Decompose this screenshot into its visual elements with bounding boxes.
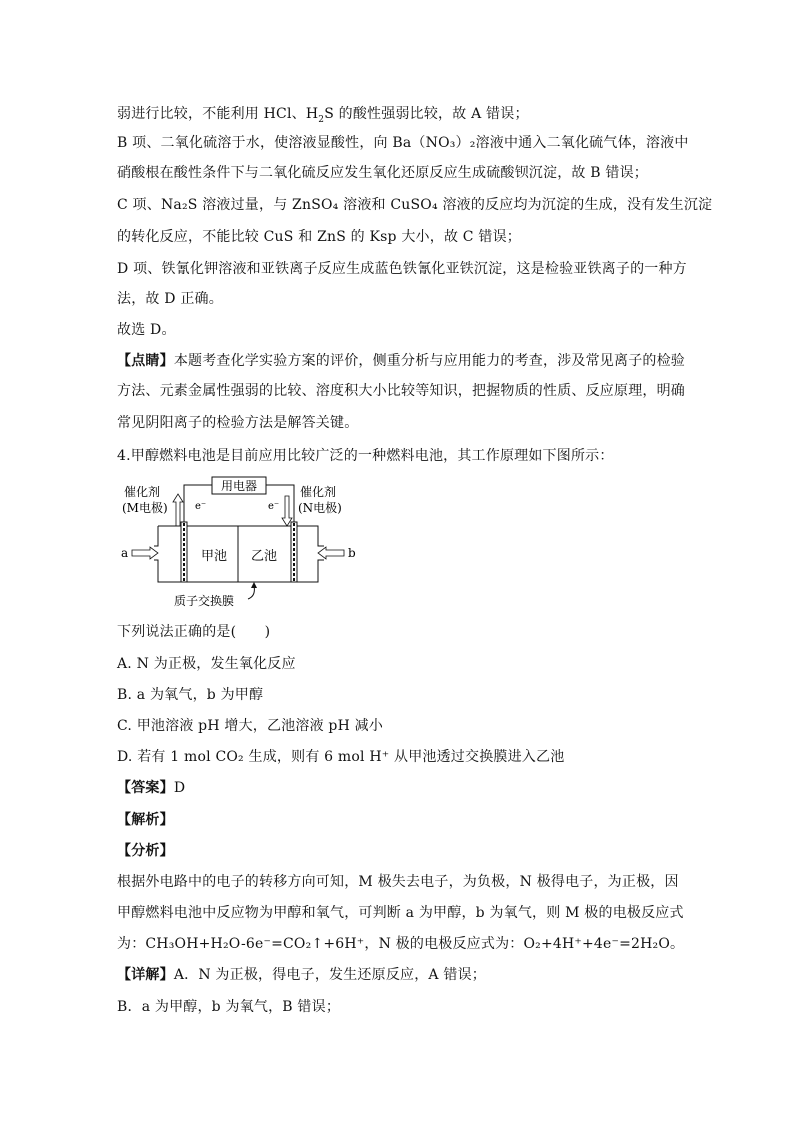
fuel-cell-diagram bbox=[118, 474, 368, 609]
detail-line-b: B．a 为甲醇，b 为氧气，B 错误； bbox=[117, 999, 341, 1015]
inlet-b-arrow bbox=[318, 547, 344, 559]
text-line-3: 硝酸根在酸性条件下与二氧化硫反应发生氧化还原反应生成硫酸钡沉淀，故 B 错误； bbox=[117, 165, 648, 181]
tip-line-3: 常见阴阳离子的检验方法是解答关键。 bbox=[117, 415, 359, 431]
question-intro: 4.甲醇燃料电池是目前应用比较广泛的一种燃料电池，其工作原理如下图所示： bbox=[117, 448, 614, 464]
electrode-right-label: (N电极) bbox=[298, 501, 342, 515]
electron-right-label: e⁻ bbox=[268, 501, 280, 512]
option-d: D. 若有 1 mol CO₂ 生成，则有 6 mol H⁺ 从甲池透过交换膜进入乙池 bbox=[117, 749, 565, 765]
detail-line-a: 【详解】A．N 为正极，得电子，发生还原反应，A 错误； bbox=[117, 967, 486, 983]
text-line-8: 故选 D。 bbox=[117, 322, 176, 338]
inlet-a-label: a bbox=[121, 546, 129, 560]
membrane-label: 质子交换膜 bbox=[174, 594, 235, 608]
analysis-line-2: 甲醇燃料电池中反应物为甲醇和氧气，可判断 a 为甲醇，b 为氧气，则 M 极的电极反应式 bbox=[117, 905, 684, 921]
electrode-left-label: (M电极) bbox=[122, 501, 168, 515]
inlet-a-arrow bbox=[132, 547, 158, 559]
electron-left-label: e⁻ bbox=[195, 501, 207, 512]
option-c: C. 甲池溶液 pH 增大，乙池溶液 pH 减小 bbox=[117, 718, 384, 734]
analysis-line-1: 根据外电路中的电子的转移方向可知，M 极失去电子，为负极，N 极得电子，为正极，因 bbox=[117, 874, 679, 890]
electron-up-arrow bbox=[173, 494, 183, 526]
cell-body bbox=[154, 560, 324, 582]
option-b: B. a 为氧气，b 为甲醇 bbox=[117, 687, 264, 703]
question-stem: 下列说法正确的是( ) bbox=[117, 624, 271, 640]
text-line-4: C 项、Na₂S 溶液过量，与 ZnSO₄ 溶液和 CuSO₄ 溶液的反应均为沉淀的生成，没有发生沉淀 bbox=[117, 197, 713, 213]
cell-left-label: 甲池 bbox=[201, 549, 228, 564]
text-line-2: B 项、二氧化硫溶于水，使溶液显酸性，向 Ba（NO₃）₂溶液中通入二氧化硫气体，溶液中 bbox=[117, 135, 689, 151]
tip-line-1: 【点睛】本题考查化学实验方案的评价，侧重分析与应用能力的考查，涉及常见离子的检验 bbox=[117, 353, 686, 369]
text-line-5: 的转化反应，不能比较 CuS 和 ZnS 的 Ksp 大小，故 C 错误； bbox=[117, 229, 521, 245]
catalyst-right-label: 催化剂 bbox=[300, 485, 337, 499]
inlet-b-label: b bbox=[348, 546, 356, 560]
tip-line-2: 方法、元素金属性强弱的比较、溶度积大小比较等知识，把握物质的性质、反应原理，明确 bbox=[117, 383, 685, 399]
answer-line: 【答案】D bbox=[117, 780, 186, 796]
jiexi-heading: 【解析】 bbox=[117, 812, 174, 828]
option-a: A. N 为正极，发生氧化反应 bbox=[117, 656, 296, 672]
text-line-7: 法，故 D 正确。 bbox=[117, 291, 223, 307]
device-label: 用电器 bbox=[220, 479, 258, 493]
cell-right-label: 乙池 bbox=[251, 549, 278, 564]
text-line-6: D 项、铁氰化钾溶液和亚铁离子反应生成蓝色铁氰化亚铁沉淀，这是检验亚铁离子的一种方 bbox=[117, 261, 687, 277]
catalyst-left-label: 催化剂 bbox=[124, 485, 161, 499]
analysis-line-3: 为：CH₃OH+H₂O-6e⁻=CO₂↑+6H⁺，N 极的电极反应式为：O₂+4H⁺+4e⁻=2H₂O。 bbox=[117, 936, 685, 952]
text-line-1: 弱进行比较，不能利用 HCl、$H_2S$ 的酸性强弱比较，故 A 错误； bbox=[117, 106, 529, 125]
fenxi-heading: 【分析】 bbox=[117, 843, 174, 859]
